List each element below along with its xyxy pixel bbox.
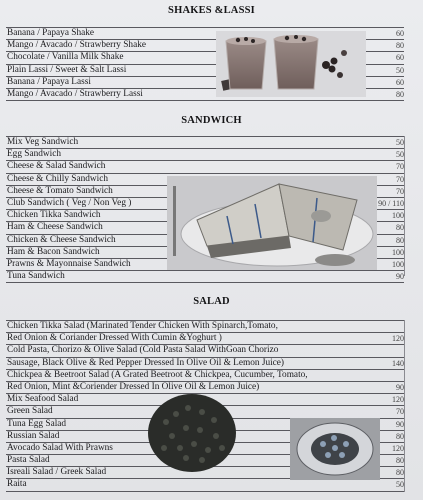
menu-item-name: Cheese & Salad Sandwich [7, 161, 106, 172]
menu-item-price: 90 [396, 419, 404, 429]
menu-item-name: Tuna Sandwich [7, 271, 65, 282]
menu-item-name: Chicken Tikka Sandwich [7, 210, 101, 221]
menu-item-price: 120 [392, 443, 404, 453]
menu-item-price: 70 [396, 174, 404, 184]
menu-item-price: 50 [396, 150, 404, 160]
menu-item-name: Mango / Avacado / Strawberry Shake [7, 40, 146, 51]
menu-item-name: Raita [7, 479, 27, 490]
menu-item-price: 50 [396, 65, 404, 75]
menu-item-name: Prawns & Mayonnaise Sandwich [7, 258, 131, 269]
menu-item-name: Cheese & Chilly Sandwich [7, 173, 108, 184]
menu-item-name: Egg Sandwich [7, 149, 61, 160]
menu-item-name: Chocolate / Vanilla Milk Shake [7, 52, 124, 63]
section-title-salad: SALAD [193, 296, 230, 307]
menu-item-row [6, 357, 404, 369]
menu-item-price: 90 [396, 382, 404, 392]
menu-item-name: Mix Seafood Salad [7, 394, 79, 405]
menu-item-price: 60 [396, 53, 404, 63]
menu-item-row [6, 320, 404, 332]
menu-item-price: 90 [396, 272, 404, 282]
price-column-rule [404, 320, 405, 492]
menu-item-name: Red Onion, Mint &Coriender Dressed In Olive Oil & Lemon Juice) [7, 381, 260, 392]
chickpea-salad-photo [146, 392, 238, 474]
menu-item-name: Chicken Tikka Salad (Marinated Tender Chicken With Spinarch,Tomato, [7, 321, 278, 331]
menu-item-name: Ham & Cheese Sandwich [7, 222, 103, 233]
menu-item-price: 80 [396, 41, 404, 51]
menu-item-row [6, 148, 404, 160]
menu-item-name: Banana / Papaya Shake [7, 28, 94, 38]
menu-item-name: Plain Lassi / Sweet & Salt Lassi [7, 64, 127, 75]
salad-bowl-photo [290, 418, 380, 480]
menu-item-price: 100 [392, 259, 404, 269]
menu-item-row [6, 344, 404, 356]
menu-item-price: 80 [396, 431, 404, 441]
menu-item-price: 100 [392, 247, 404, 257]
menu-item-name: Green Salad [7, 406, 53, 417]
menu-item-price: 90 / 110 [378, 198, 404, 208]
menu-item-row [6, 332, 404, 344]
menu-item-row [6, 478, 404, 491]
menu-item-price: 50 [396, 138, 404, 147]
menu-item-name: Red Onion & Coriander Dressed With Cumin &Yoghurt ) [7, 333, 222, 344]
section-title-sandwich: SANDWICH [181, 115, 242, 126]
menu-item-name: Ham & Bacon Sandwich [7, 246, 100, 257]
menu-item-price: 120 [392, 334, 404, 344]
menu-item-price: 80 [396, 456, 404, 466]
menu-item-row [6, 160, 404, 172]
menu-item-row [6, 369, 404, 381]
menu-item-price: 80 [396, 235, 404, 245]
menu-item-price: 60 [396, 29, 404, 38]
menu-item-price: 50 [396, 480, 404, 490]
menu-item-name: Banana / Papaya Lassi [7, 76, 91, 87]
menu-item-row [6, 136, 404, 148]
menu-item-price: 140 [392, 358, 404, 368]
menu-item-name: Tuna Egg Salad [7, 418, 67, 429]
menu-item-name: Cheese & Tomato Sandwich [7, 185, 113, 196]
menu-item-name: Pasta Salad [7, 455, 50, 466]
menu-item-name: Club Sandwich ( Veg / Non Veg ) [7, 197, 132, 208]
menu-item-price: 80 [396, 468, 404, 478]
menu-item-price: 120 [392, 395, 404, 405]
menu-item-name: Avocado Salad With Prawns [7, 442, 113, 453]
price-column-rule [404, 136, 405, 276]
menu-item-name: Sausage, Black Olive & Red Pepper Dressed In Olive Oil & Lemon Juice) [7, 357, 285, 368]
menu-item-row [6, 270, 404, 283]
menu-item-price: 70 [396, 162, 404, 172]
section-title-shakes: SHAKES &LASSI [168, 5, 255, 16]
menu-item-name: Chickpea & Beetroot Salad (A Grated Beetroot & Chickpea, Cucumber, Tomato, [7, 369, 308, 380]
menu-item-name: Mix Veg Sandwich [7, 137, 79, 147]
menu-item-price: 70 [396, 186, 404, 196]
menu-item-price: 80 [396, 89, 404, 99]
menu-item-name: Cold Pasta, Chorizo & Olive Salad (Cold Pasta Salad WithGoan Chorizo [7, 345, 279, 356]
menu-item-name: Chicken & Cheese Sandwich [7, 234, 116, 245]
menu-item-name: Russian Salad [7, 430, 60, 441]
menu-item-name: Isreali Salad / Greek Salad [7, 467, 107, 478]
menu-item-price: 80 [396, 223, 404, 233]
sandwich-photo [167, 176, 377, 270]
menu-item-price: 70 [396, 407, 404, 417]
menu-item-name: Mango / Avacado / Strawberry Lassi [7, 88, 143, 99]
milkshake-photo [216, 31, 366, 97]
menu-item-price: 100 [392, 211, 404, 221]
menu-item-price: 60 [396, 77, 404, 87]
